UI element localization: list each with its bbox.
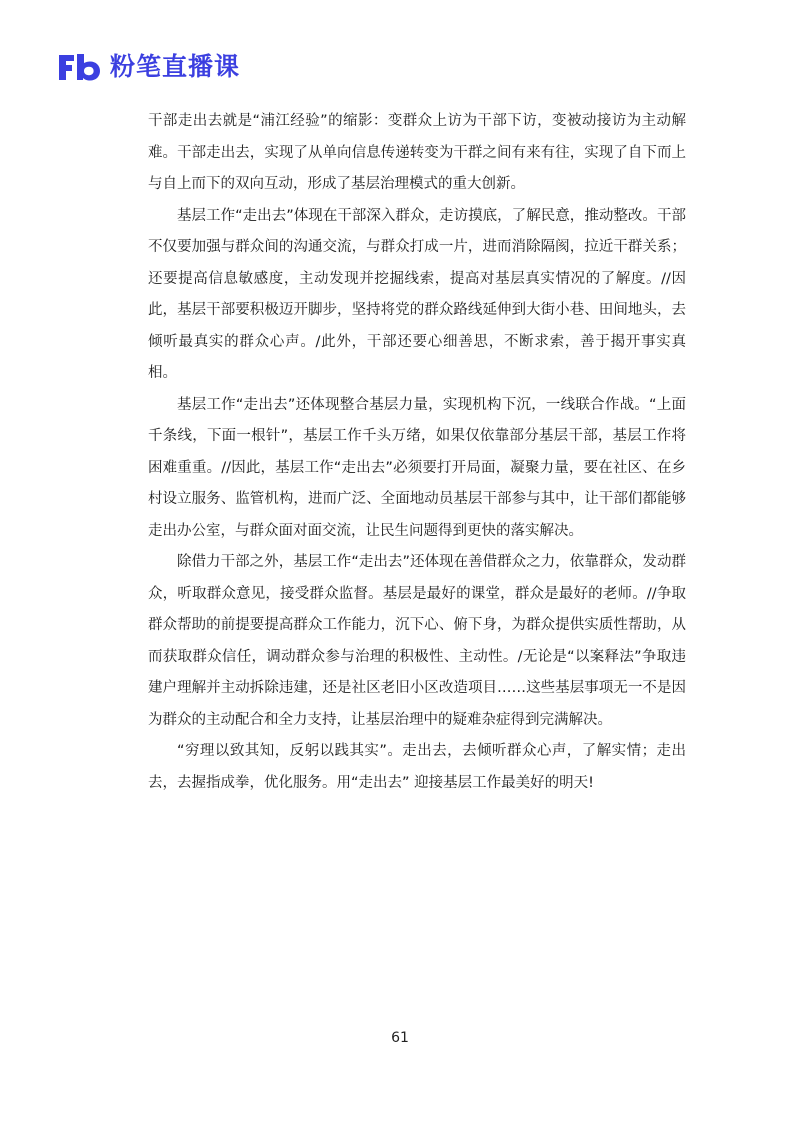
paragraph-3: 基层工作“走出去”还体现整合基层力量，实现机构下沉，一线联合作战。“上面千条线，下面一根针”，基层工作千头万绪，如果仅依靠部分基层干部，基层工作将困难重重。//因此，基层工作“走出去”必须要打开局面，凝聚力量，要在社区、在乡村设立服务、监管机构，进而广泛、全面地动员基层干部参与其中，让干部们都能够走出办公室，与群众面对面交流，让民生问题得到更快的落实解决。 — [148, 396, 686, 539]
page-number: 61 — [391, 1030, 409, 1046]
paragraph-2: 基层工作“走出去”体现在干部深入群众，走访摸底，了解民意，推动整改。干部不仅要加强与群众间的沟通交流，与群众打成一片，进而消除隔阂，拉近干群关系；还要提高信息敏感度，主动发现并挖掘线索，提高对基层真实情况的了解度。//因此，基层干部要积极迈开脚步，坚持将党的群众路线延伸到大街小巷、田间地头，去倾听最真实的群众心声。/此外，干部还要心细善思，不断求索，善于揭开事实真相。 — [148, 207, 686, 381]
fb-logo-icon — [56, 51, 104, 83]
paragraph-1: 干部走出去就是“浦江经验”的缩影：变群众上访为干部下访，变被动接访为主动解难。干部走出去，实现了从单向信息传递转变为干群之间有来有往，实现了自下而上与自上而下的双向互动，形成了基层治理模式的重大创新。 — [148, 113, 686, 192]
paragraph-5: “穷理以致其知，反躬以践其实”。走出去，去倾听群众心声，了解实情；走出去，去握指成拳，优化服务。用“走出去” 迎接基层工作最美好的明天! — [148, 743, 686, 791]
brand-name: 粉笔直播课 — [110, 52, 241, 81]
paragraph-4: 除借力干部之外，基层工作“走出去”还体现在善借群众之力，依靠群众，发动群众，听取群众意见，接受群众监督。基层是最好的课堂，群众是最好的老师。//争取群众帮助的前提要提高群众工作能力，沉下心、俯下身，为群众提供实质性帮助，从而获取群众信任，调动群众参与治理的积极性、主动性。/无论是“以案释法”争取违建户理解并主动拆除违建，还是社区老旧小区改造项目……这些基层事项无一不是因为群众的主动配合和全力支持，让基层治理中的疑难杂症得到完满解决。 — [148, 554, 686, 728]
document-body — [148, 106, 686, 799]
page-header — [56, 50, 240, 84]
